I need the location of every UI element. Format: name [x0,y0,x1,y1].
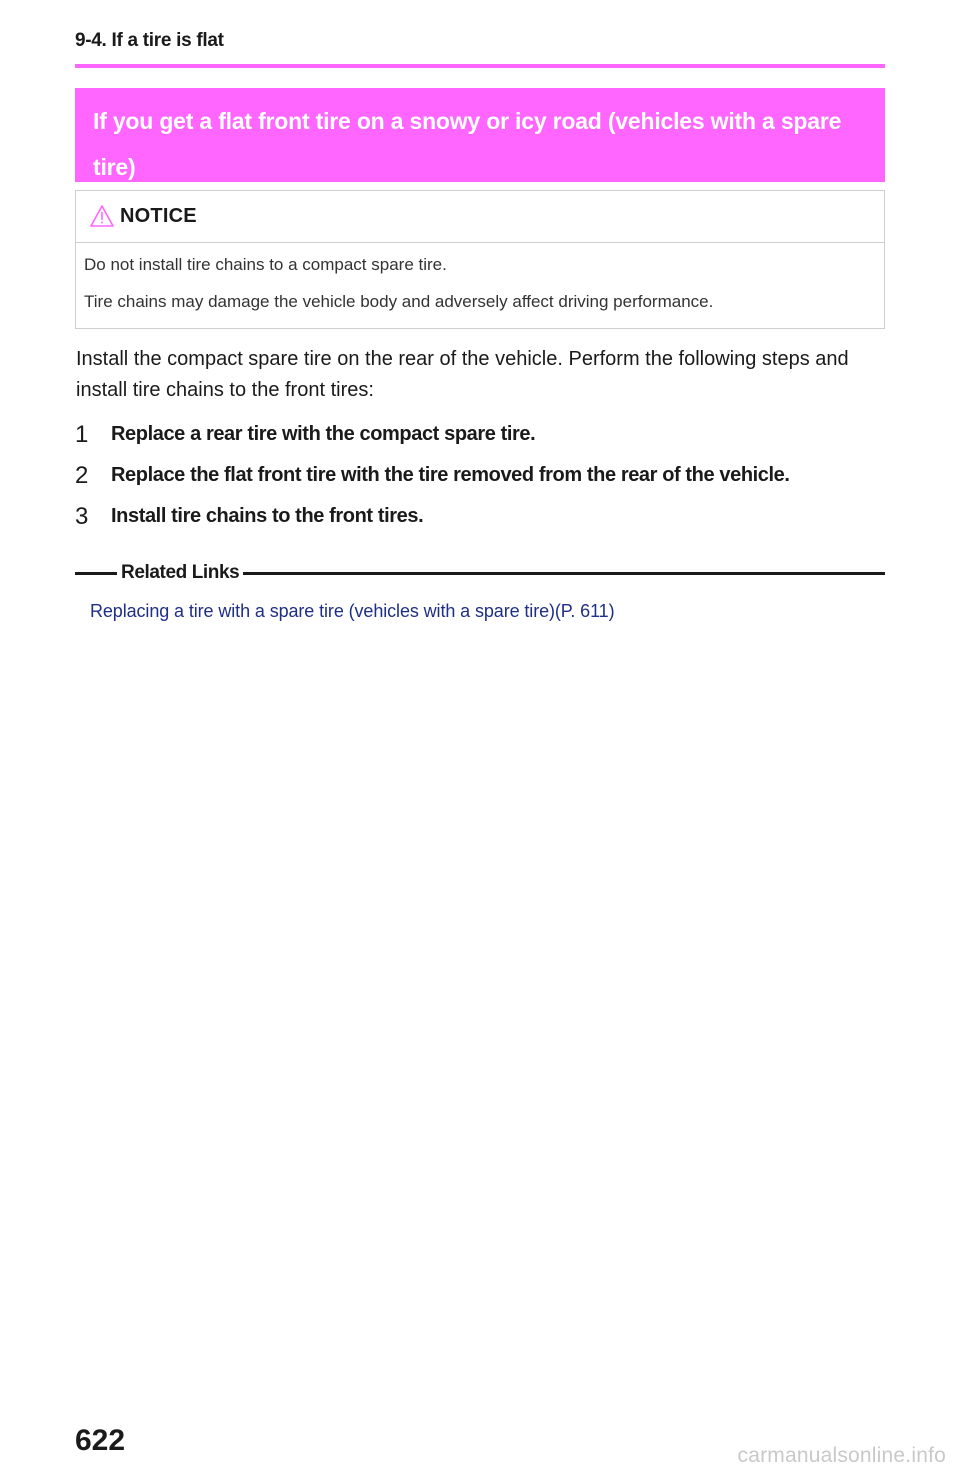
topic-heading-box [75,88,885,182]
intro-paragraph: Install the compact spare tire on the rear of the vehicle. Perform the following steps and install tire chains to the front tires: [76,348,849,401]
notice-body [76,243,884,311]
step-text: Replace a rear tire with the compact spare tire. [111,423,536,445]
step-text: Install tire chains to the front tires. [111,505,424,527]
step-item [75,455,790,496]
notice-box [75,190,885,329]
topic-heading: If you get a flat front tire on a snowy or icy road (vehicles with a spare tire) [93,108,842,180]
step-number: 1 [75,420,89,448]
step-number: 3 [75,502,89,530]
related-links-label: Related Links [121,562,240,583]
step-text: Replace the flat front tire with the tire removed from the rear of the vehicle. [111,464,790,486]
related-links-header [75,560,885,586]
notice-header [76,191,884,243]
header-divider [75,64,885,68]
related-link-spare-tire[interactable]: Replacing a tire with a spare tire (vehicles with a spare tire)(P. 611) [90,601,615,621]
notice-line: Do not install tire chains to a compact spare tire. [84,255,447,274]
steps-list [75,414,790,537]
step-item [75,414,790,455]
warning-triangle-icon [89,204,115,228]
related-divider-right [243,572,885,575]
step-item [75,496,790,537]
step-number: 2 [75,461,89,489]
notice-line: Tire chains may damage the vehicle body and adversely affect driving performance. [84,292,714,311]
watermark: carmanualsonline.info [737,1444,946,1467]
page-number: 622 [75,1424,126,1457]
related-divider-left [75,572,117,575]
notice-title: NOTICE [120,205,197,227]
section-header: 9-4. If a tire is flat [75,30,224,51]
